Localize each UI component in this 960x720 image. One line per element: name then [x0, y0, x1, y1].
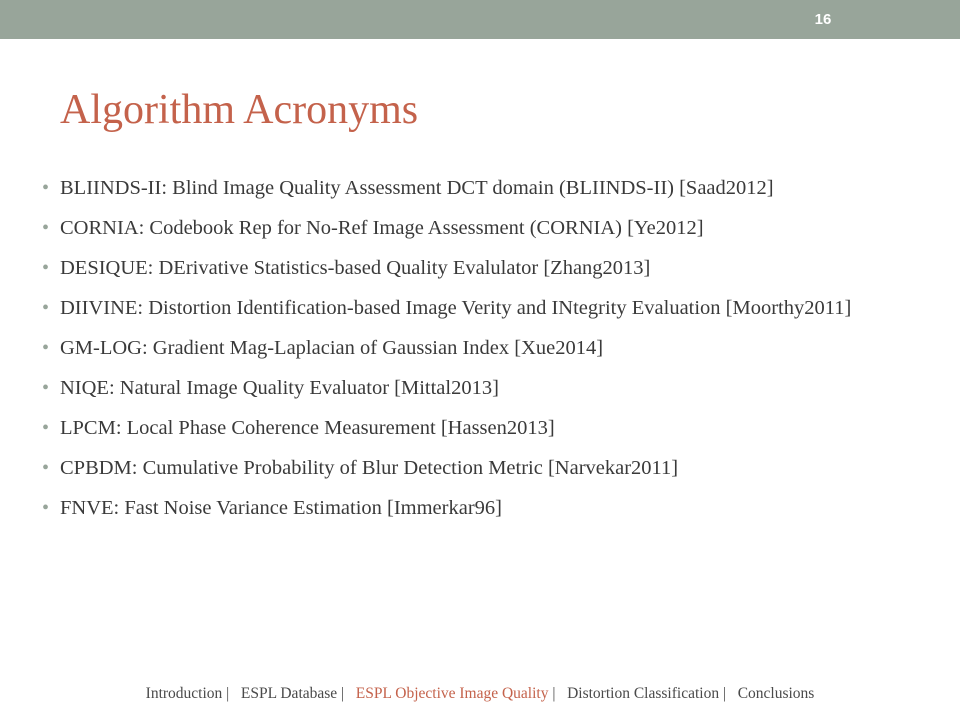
footer-nav — [0, 682, 960, 706]
bullet-dot-icon: • — [42, 297, 50, 319]
bullet-text: CORNIA: Codebook Rep for No-Ref Image Assessment (CORNIA) [Ye2012] — [60, 217, 704, 239]
bullet-dot-icon: • — [42, 257, 50, 279]
footer-link-introduction[interactable]: Introduction — [145, 685, 223, 702]
bullet-list — [40, 174, 956, 534]
footer-separator: | — [341, 685, 345, 702]
bullet-text: NIQE: Natural Image Quality Evaluator [Mittal2013] — [60, 377, 499, 399]
footer-link-espl-database[interactable]: ESPL Database — [240, 685, 338, 702]
bullet-item-diivine — [40, 294, 956, 322]
footer-link-distortion-classification[interactable]: Distortion Classification — [567, 685, 720, 702]
bullet-text: DIIVINE: Distortion Identification-based Image Verity and INtegrity Evaluation [Moorthy2011] — [60, 297, 852, 319]
bullet-item-bliinds — [40, 174, 956, 202]
bullet-text: DESIQUE: DErivative Statistics-based Quality Evalulator [Zhang2013] — [60, 257, 651, 279]
bullet-dot-icon: • — [42, 337, 50, 359]
bullet-dot-icon: • — [42, 457, 50, 479]
footer-link-espl-objective-image-quality[interactable]: ESPL Objective Image Quality — [355, 685, 549, 702]
bullet-text: LPCM: Local Phase Coherence Measurement [Hassen2013] — [60, 417, 555, 439]
bullet-item-cornia — [40, 214, 956, 242]
footer-link-conclusions[interactable]: Conclusions — [737, 685, 815, 702]
bullet-item-lpcm — [40, 414, 956, 442]
bullet-item-fnve — [40, 494, 956, 522]
top-bar — [0, 0, 960, 39]
footer-separator: | — [226, 685, 230, 702]
bullet-item-cpbdm — [40, 454, 956, 482]
slide-number: 16 — [814, 11, 832, 28]
bullet-dot-icon: • — [42, 377, 50, 399]
slide-title: Algorithm Acronyms — [60, 87, 419, 133]
footer-separator: | — [722, 685, 727, 702]
bullet-item-desique — [40, 254, 956, 282]
footer-separator: | — [552, 685, 556, 702]
bullet-text: GM-LOG: Gradient Mag-Laplacian of Gaussian Index [Xue2014] — [60, 337, 604, 359]
bullet-item-niqe — [40, 374, 956, 402]
bullet-dot-icon: • — [42, 177, 50, 199]
bullet-item-gm-log — [40, 334, 956, 362]
bullet-dot-icon: • — [42, 497, 50, 519]
bullet-dot-icon: • — [42, 217, 50, 239]
bullet-text: BLIINDS-II: Blind Image Quality Assessment DCT domain (BLIINDS-II) [Saad2012] — [60, 177, 774, 199]
bullet-dot-icon: • — [42, 417, 50, 439]
bullet-text: FNVE: Fast Noise Variance Estimation [Immerkar96] — [60, 497, 502, 519]
bullet-text: CPBDM: Cumulative Probability of Blur Detection Metric [Narvekar2011] — [60, 457, 679, 479]
